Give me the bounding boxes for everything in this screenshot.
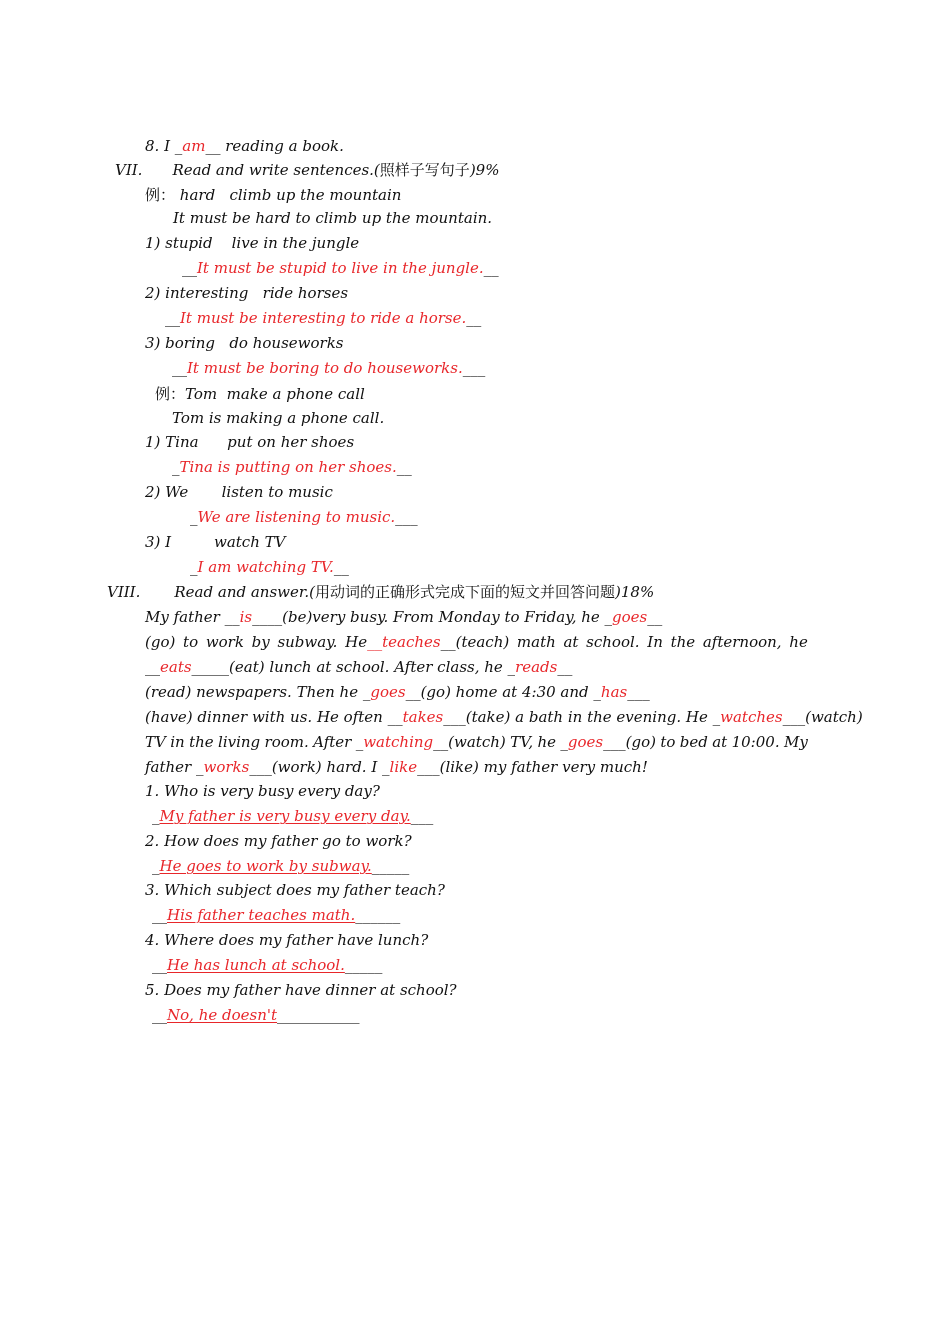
example-1-sentence: It must be hard to climb up the mountain.	[173, 209, 493, 227]
question-4: 1) Tina put on her shoes	[145, 433, 355, 451]
reading-answer-5: __No, he doesn't___________	[152, 1006, 360, 1024]
answer: watching	[363, 733, 434, 751]
example-2-prompt: 例：Tom make a phone call	[155, 385, 365, 403]
answer: We are listening to music.	[197, 508, 396, 526]
reading-question-4: 4. Where does my father have lunch?	[145, 931, 429, 949]
question-5: 2) We listen to music	[145, 483, 333, 501]
example-2-sentence: Tom is making a phone call.	[172, 409, 385, 427]
example-label: 例：	[155, 385, 186, 403]
section-number: VII.	[115, 161, 143, 179]
question-3: 3) boring do houseworks	[145, 334, 344, 352]
answer-line-6: _I am watching TV.__	[190, 558, 349, 576]
answer-line-1: __It must be stupid to live in the jungle.__	[182, 259, 499, 277]
passage-line-4: (read) newspapers. Then he _goes__(go) home at 4:30 and _has___	[145, 683, 650, 701]
answer-line-5: _We are listening to music.___	[190, 508, 418, 526]
answer: It must be interesting to ride a horse.	[180, 309, 467, 327]
answer: He has lunch at school.	[167, 956, 345, 974]
answer-line-4: _Tina is putting on her shoes.__	[172, 458, 412, 476]
reading-question-3: 3. Which subject does my father teach?	[145, 881, 445, 899]
passage-line-3: __eats_____(eat) lunch at school. After class, he _reads__	[145, 658, 573, 676]
answer: am	[182, 137, 206, 155]
answer-line-3: __It must be boring to do houseworks.___	[172, 359, 486, 377]
answer: goes	[612, 608, 648, 626]
answer: works	[203, 758, 250, 776]
reading-question-2: 2. How does my father go to work?	[145, 832, 412, 850]
example-1-prompt: 例： hard climb up the mountain	[145, 186, 402, 204]
answer: is	[239, 608, 253, 626]
reading-answer-3: __His father teaches math.______	[152, 906, 401, 924]
section-8-heading: VIII. Read and answer.(用动词的正确形式完成下面的短文并回答问题)18%	[107, 583, 655, 601]
answer: reads	[515, 658, 558, 676]
answer: His father teaches math.	[167, 906, 356, 924]
answer: My father is very busy every day.	[159, 807, 411, 825]
reading-answer-2: _He goes to work by subway._____	[152, 857, 410, 875]
section-number: VIII.	[107, 583, 141, 601]
answer: No, he doesn't	[167, 1006, 278, 1024]
item-8-line: 8. I _am__ reading a book.	[145, 137, 344, 155]
answer-line-2: __It must be interesting to ride a horse.__	[165, 309, 482, 327]
answer: I am watching TV.	[197, 558, 334, 576]
passage-line-6: TV in the living room. After _watching__(watch) TV, he _goes___(go) to bed at 10:00. My	[145, 733, 808, 751]
passage-line-7: father _works___(work) hard. I _like___(like) my father very much!	[145, 758, 648, 776]
answer: watches	[720, 708, 783, 726]
reading-question-1: 1. Who is very busy every day?	[145, 782, 380, 800]
answer: It must be boring to do houseworks.	[187, 359, 463, 377]
answer: Tina is putting on her shoes.	[179, 458, 397, 476]
answer: has	[600, 683, 628, 701]
answer: goes	[567, 733, 604, 751]
answer: eats	[160, 658, 192, 676]
section-7-heading: VII. Read and write sentences.(照样子写句子)9%	[115, 161, 500, 179]
passage-line-2: (go) to work by subway. He__teaches__(teach) math at school. In the afternoon, he	[145, 633, 808, 651]
answer: takes	[402, 708, 444, 726]
passage-line-5: (have) dinner with us. He often __takes___(take) a bath in the evening. He _watches___(watch)	[145, 708, 863, 726]
passage-line-1: My father __is____(be)very busy. From Monday to Friday, he _goes__	[145, 608, 663, 626]
question-1: 1) stupid live in the jungle	[145, 234, 360, 252]
answer: like	[389, 758, 418, 776]
answer: goes	[370, 683, 406, 701]
question-6: 3) I watch TV	[145, 533, 286, 551]
reading-answer-4: __He has lunch at school._____	[152, 956, 383, 974]
reading-question-5: 5. Does my father have dinner at school?	[145, 981, 457, 999]
reading-answer-1: _My father is very busy every day.___	[152, 807, 434, 825]
answer: He goes to work by subway.	[159, 857, 372, 875]
answer: It must be stupid to live in the jungle.	[197, 259, 484, 277]
answer: __teaches	[367, 633, 441, 651]
example-label: 例：	[145, 186, 176, 204]
question-2: 2) interesting ride horses	[145, 284, 349, 302]
